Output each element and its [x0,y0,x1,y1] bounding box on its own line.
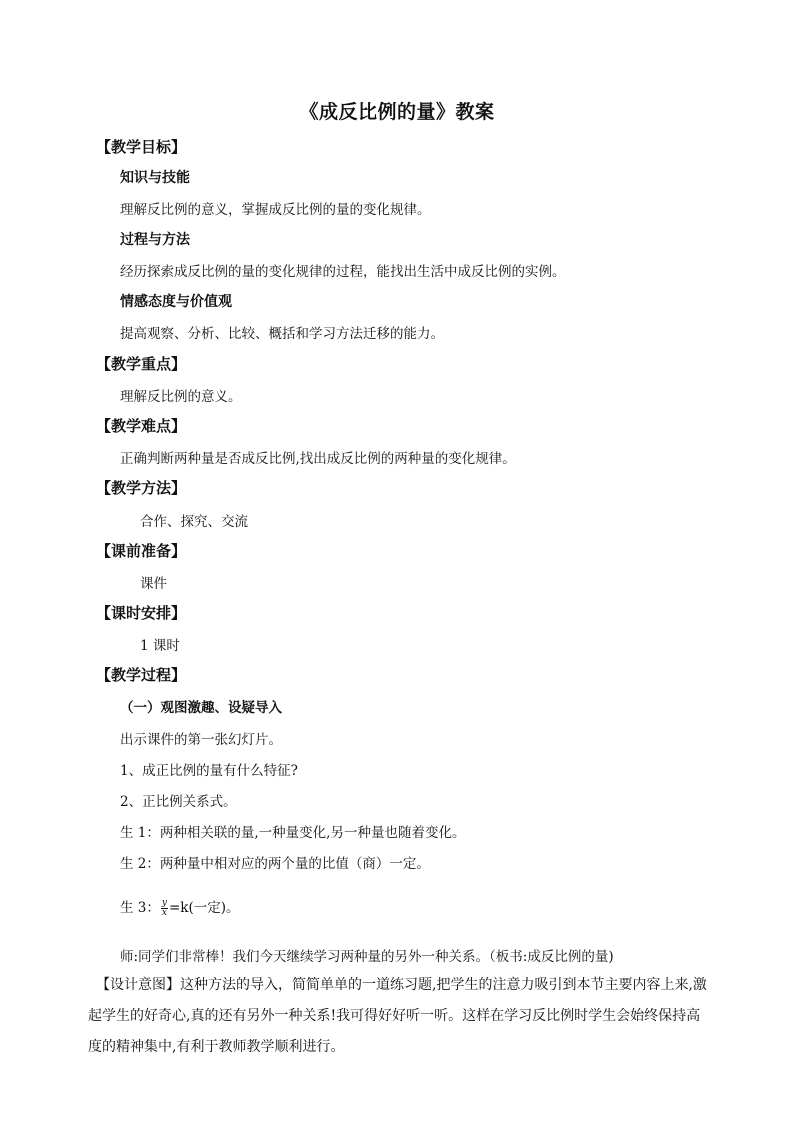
subheading-knowledge-skills: 知识与技能 [120,170,190,186]
fraction-numerator: y [161,898,167,908]
heading-teaching-process: 【教学过程】 [96,666,187,684]
process-line-3: 2、正比例关系式。 [120,794,237,810]
difficulties-text: 正确判断两种量是否成反比例,找出成反比例的两种量的变化规律。 [120,451,516,467]
design-intent-paragraph [88,970,708,1063]
heading-key-points: 【教学重点】 [96,355,187,373]
process-line-4: 生 1：两种相关联的量,一种量变化,另一种量也随着变化。 [120,825,466,841]
process-text: 经历探索成反比例的量的变化规律的过程，能找出生活中成反比例的实例。 [120,264,566,280]
document-title: 《成反比例的量》教案 [299,101,495,123]
heading-schedule: 【课时安排】 [96,604,187,622]
process-line-7: 师:同学们非常棒！我们今天继续学习两种量的另外一种关系。（板书:成反比例的量) [120,949,614,965]
subheading-attitude-values: 情感态度与价值观 [120,294,232,310]
fraction-denominator: x [161,908,167,918]
heading-preparation: 【课前准备】 [96,542,187,560]
preparation-text: 课件 [140,576,167,592]
process-line-6 [120,896,240,918]
fraction-y-over-x [161,899,168,918]
knowledge-text: 理解反比例的意义，掌握成反比例的量的变化规律。 [120,202,431,218]
attitude-text: 提高观察、分析、比较、概括和学习方法迁移的能力。 [120,326,444,342]
line6-suffix: =k(一定)。 [168,900,240,916]
schedule-text: 1 课时 [140,638,180,654]
methods-text: 合作、探究、交流 [140,514,248,530]
process-line-5: 生 2：两种量中相对应的两个量的比值（商）一定。 [120,856,430,872]
subheading-process-methods: 过程与方法 [120,232,190,248]
process-line-1: 出示课件的第一张幻灯片。 [120,732,282,748]
key-points-text: 理解反比例的意义。 [120,389,242,405]
process-line-2: 1、成正比例的量有什么特征? [120,763,298,779]
heading-methods: 【教学方法】 [96,479,187,497]
design-intent-text: 【设计意图】这种方法的导入，简简单单的一道练习题,把学生的注意力吸引到本节主要内容上来,激起学生的好奇心,真的还有另外一种关系!我可得好好听一听。这样在学习反比例时学生会始终保持高度的精神集中,有利于教师教学顺利进行。 [88,977,707,1055]
line6-prefix: 生 3： [120,900,160,916]
step1-title: （一）观图激趣、设疑导入 [120,700,282,716]
heading-difficulties: 【教学难点】 [96,417,187,435]
heading-teaching-goals: 【教学目标】 [96,138,187,156]
